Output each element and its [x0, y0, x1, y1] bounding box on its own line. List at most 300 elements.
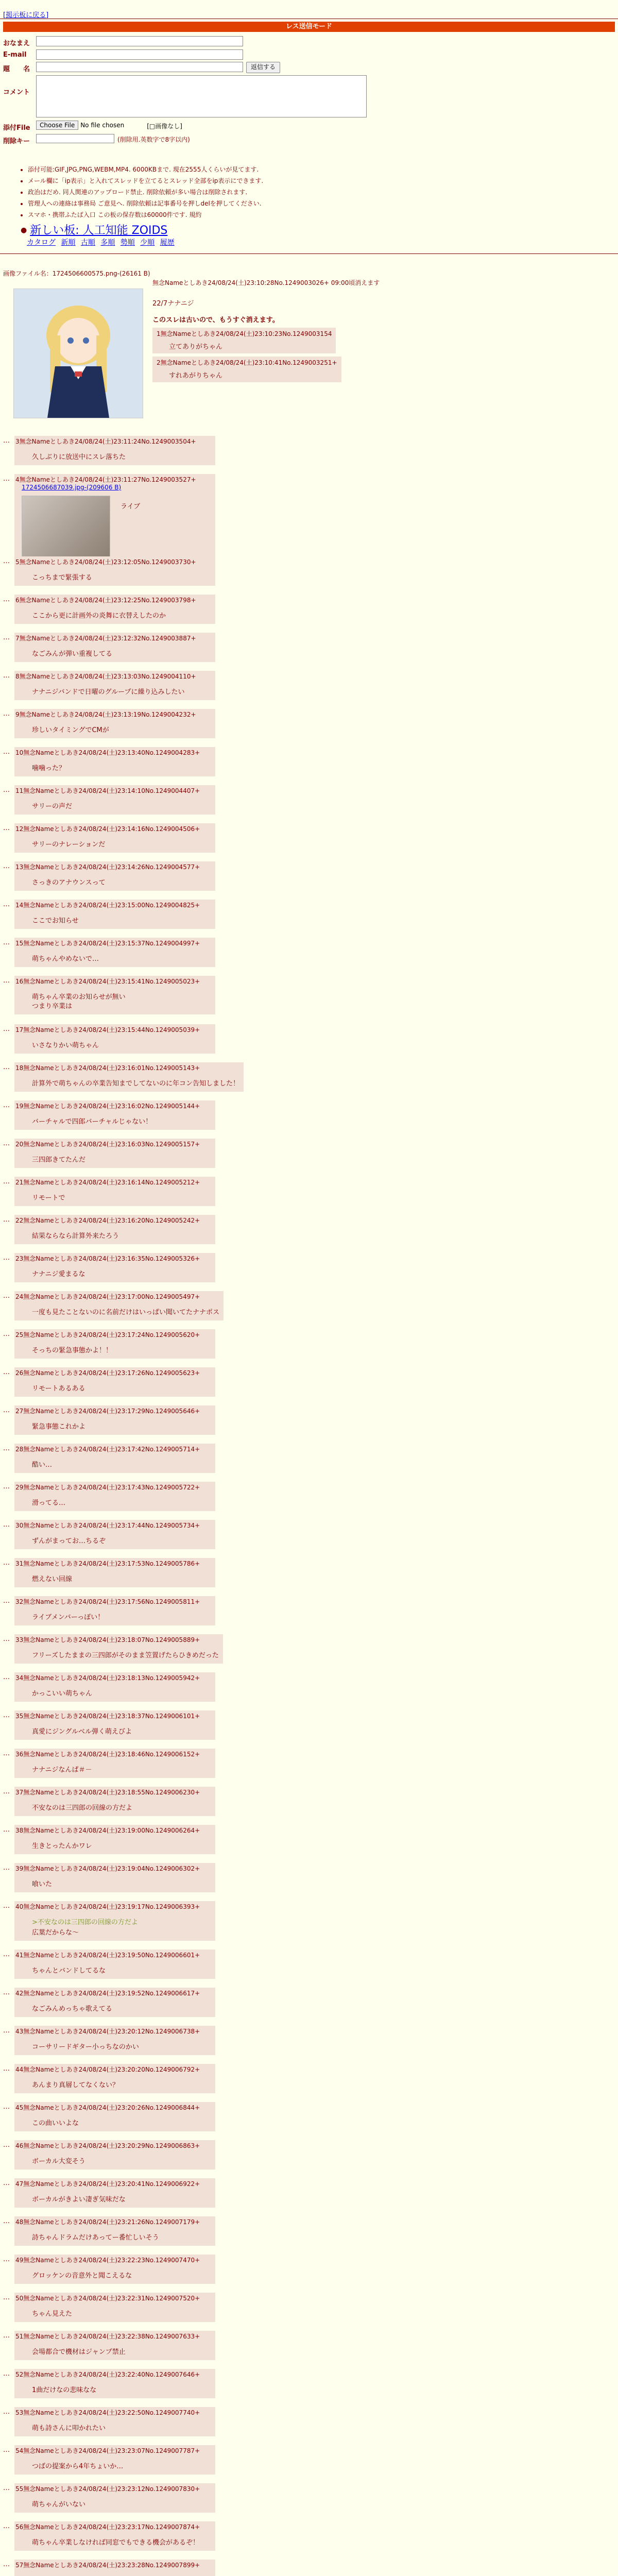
reply-text: ずんがまってお…ちるぞ [32, 1537, 106, 1545]
reply-box [14, 1024, 215, 1054]
reply-header[interactable]: 28無念Nameとしあき24/08/24(土)23:17:42No.1249005714+ [15, 1446, 200, 1453]
reply-row [3, 747, 611, 785]
reply-indent: … [3, 2179, 10, 2187]
reply-text: 会場都合で機材はジャンプ禁止 [32, 2348, 126, 2356]
reply-indent: … [3, 1902, 10, 1910]
reply-row [3, 1367, 611, 1405]
reply-box [14, 1482, 215, 1511]
reply-header[interactable]: 38無念Nameとしあき24/08/24(土)23:19:00No.1249006264+ [15, 1827, 200, 1834]
reply-box [14, 785, 215, 815]
reply-row [3, 1787, 611, 1825]
reply-text: ボーカルがきよい凄ぎ気味だな [32, 2196, 126, 2204]
reply-box [14, 1139, 215, 1168]
reply-box [14, 2331, 215, 2360]
reply-box [14, 633, 215, 662]
reply-box [14, 1100, 215, 1130]
reply-row [3, 1749, 611, 1787]
reply-row [3, 1444, 611, 1482]
reply-text: ナナニジ愛まるな [32, 1270, 85, 1278]
nav-few[interactable]: 少順 [140, 239, 155, 247]
reply-box [14, 1177, 215, 1206]
reply-row [3, 2483, 611, 2521]
reply-indent: … [3, 1254, 10, 1262]
quote-reply [152, 328, 336, 353]
divider [0, 253, 618, 254]
reply-row [3, 1177, 611, 1215]
reply-header[interactable]: 37無念Nameとしあき24/08/24(土)23:18:55No.1249006230+ [15, 1789, 200, 1796]
reply-text: ちゃん見えた [32, 2310, 73, 2318]
reply-indent: … [3, 2446, 10, 2454]
reply-indent: … [3, 1951, 10, 1958]
reply-header[interactable]: 41無念Nameとしあき24/08/24(土)23:19:50No.1249006601+ [15, 1952, 200, 1959]
reply-row [3, 1329, 611, 1367]
reply-indent: … [3, 1063, 10, 1071]
reply-header[interactable]: 54無念Nameとしあき24/08/24(土)23:23:07No.1249007787+ [15, 2447, 200, 2454]
reply-text: なごみんが弾い重複してる [32, 650, 113, 658]
reply-box [14, 1749, 215, 1778]
subject-label: 題 名 [3, 65, 30, 73]
reply-indent: … [3, 1445, 10, 1452]
reply-box [14, 2445, 215, 2475]
nav-history[interactable]: 履歴 [160, 239, 175, 247]
reply-header[interactable]: 16無念Nameとしあき24/08/24(土)23:15:41No.1249005023+ [15, 978, 200, 985]
reply-text: 詩ちゃんドラムだけあってー番忙しいそう [32, 2234, 159, 2242]
reply-indent: … [3, 939, 10, 946]
file-status: No file chosen [80, 122, 125, 129]
submit-button[interactable]: 返信する [246, 62, 280, 73]
reply-row [3, 595, 611, 633]
reply-header[interactable]: 26無念Nameとしあき24/08/24(土)23:17:26No.1249005623+ [15, 1369, 200, 1377]
reply-box [14, 2293, 215, 2322]
reply-indent: … [3, 437, 10, 445]
reply-row [3, 556, 611, 595]
reply-indent: … [3, 786, 10, 794]
reply-text: サリーの声だ [32, 803, 73, 810]
reply-box [14, 900, 215, 929]
reply-row [3, 1825, 611, 1863]
reply-indent: … [3, 901, 10, 908]
back-to-board-link[interactable]: [掲示板に戻る] [3, 11, 49, 19]
reply-indent: … [3, 1826, 10, 1834]
reply-text: いさなりかい萌ちゃん [32, 1042, 99, 1049]
reply-indent: … [3, 2294, 10, 2301]
reply-row [3, 2026, 611, 2064]
reply-text: ボーカル大変そう [32, 2158, 85, 2165]
reply-header[interactable]: 48無念Nameとしあき24/08/24(土)23:21:26No.1249007179+ [15, 2218, 200, 2226]
reply-header[interactable]: 22無念Nameとしあき24/08/24(土)23:16:20No.1249005242+ [15, 1217, 200, 1224]
reply-row [3, 709, 611, 747]
op-thumbnail[interactable] [13, 289, 143, 418]
reply-header[interactable]: 24無念Nameとしあき24/08/24(土)23:17:00No.1249005497+ [15, 1293, 200, 1300]
reply-text: そっちの緊急事態かよ！！ [32, 1347, 113, 1354]
reply-box [14, 2483, 215, 2513]
reply-box [14, 1367, 215, 1397]
reply-box [14, 976, 215, 1014]
reply-header[interactable]: 43無念Nameとしあき24/08/24(土)23:20:12No.1249006738+ [15, 2028, 200, 2035]
reply-box [14, 747, 215, 776]
reply-header[interactable]: 50無念Nameとしあき24/08/24(土)23:22:31No.1249007520+ [15, 2295, 200, 2302]
reply-text: バーチャルで四郎バーチャルじゃない！ [32, 1118, 152, 1126]
reply-indent: … [3, 1635, 10, 1643]
reply-text: 久しぶりに放送中にスレ落ちた [32, 453, 126, 461]
reply-row [3, 823, 611, 861]
nav-old[interactable]: 古順 [80, 239, 95, 247]
reply-text: フリーズしたままの三四郎がそのまま笠置げたらひきめだった [32, 1652, 219, 1659]
reply-indent: … [3, 2561, 10, 2568]
reply-row [3, 1024, 611, 1062]
reply-header[interactable]: 13無念Nameとしあき24/08/24(土)23:14:26No.1249004577+ [15, 863, 200, 871]
catalog-nav [27, 237, 178, 247]
reply-box [14, 1062, 244, 1092]
reply-box [14, 2560, 215, 2576]
reply-text: ライブ [121, 503, 141, 511]
reply-box [14, 1710, 215, 1740]
name-input[interactable] [36, 36, 243, 46]
reply-indent: … [3, 1483, 10, 1490]
reply-row [3, 1596, 611, 1634]
email-input[interactable] [36, 49, 243, 60]
reply-text: すれあがりちゃん [169, 372, 223, 380]
reply-row [3, 1988, 611, 2026]
reply-row [3, 1950, 611, 1988]
reply-text: 不安なのは三四郎の回線の方だよ [32, 1804, 133, 1812]
delete-key-input[interactable] [36, 134, 114, 143]
reply-header[interactable]: 49無念Nameとしあき24/08/24(土)23:22:23No.1249007470+ [15, 2257, 200, 2264]
reply-box [14, 436, 215, 465]
reply-list [3, 436, 611, 2576]
reply-text: 真愛にジングルベル弾く萌えびよ [32, 1728, 132, 1736]
new-board-announcement [21, 222, 167, 238]
reply-text: 1曲だけなの悲味なな [32, 2386, 97, 2394]
new-board-link[interactable]: 新しい板: 人工知能 ZOIDS [30, 224, 168, 237]
reply-header[interactable]: 31無念Nameとしあき24/08/24(土)23:17:53No.1249005786+ [15, 1560, 200, 1567]
reply-header[interactable]: 14無念Nameとしあき24/08/24(土)23:15:00No.1249004825+ [15, 902, 200, 909]
reply-row [3, 1672, 611, 1710]
reply-box [14, 2026, 215, 2055]
reply-text: 計算外で萌ちゃんの卒業告知までしてないのに年コン告知しました！ [32, 1080, 240, 1088]
reply-text: ちゃんとバンドしてるな [32, 1967, 106, 1975]
reply-indent: … [3, 672, 10, 680]
reply-indent: … [3, 977, 10, 985]
reply-header[interactable]: 29無念Nameとしあき24/08/24(土)23:17:43No.1249005722+ [15, 1484, 200, 1491]
reply-row [3, 1215, 611, 1253]
reply-box [14, 1291, 224, 1320]
reply-header[interactable]: 51無念Nameとしあき24/08/24(土)23:22:38No.1249007633+ [15, 2333, 200, 2340]
reply-text: 珍しいタイミングでCMが [32, 726, 109, 734]
reply-header[interactable]: 12無念Nameとしあき24/08/24(土)23:14:16No.1249004506+ [15, 825, 200, 833]
reply-row [3, 2521, 611, 2560]
reply-header[interactable]: 40無念Nameとしあき24/08/24(土)23:19:17No.1249006393+ [15, 1903, 200, 1910]
reply-row [3, 1710, 611, 1749]
comment-label: コメント [3, 89, 30, 96]
reply-header[interactable]: 46無念Nameとしあき24/08/24(土)23:20:29No.1249006863+ [15, 2142, 200, 2149]
reply-box [14, 1863, 215, 1892]
delete-key-label: 削除キー [3, 138, 30, 145]
reply-indent: … [3, 1673, 10, 1681]
reply-text: コーサリードギター小っちなのかい [32, 2043, 139, 2051]
reply-text: さっきのアナウンスって [32, 879, 106, 887]
reply-header[interactable]: 18無念Nameとしあき24/08/24(土)23:16:01No.1249005143+ [15, 1064, 200, 1072]
reply-row [3, 2445, 611, 2483]
subject-input[interactable] [36, 62, 243, 72]
reply-indent: … [3, 2370, 10, 2378]
reply-text: こっちまで緊張する [32, 574, 92, 582]
reply-text: 萌ちゃん卒業しなければ同窓でもできる機会があるぞ！ [32, 2539, 200, 2547]
mode-bar: レス送信モード [3, 22, 615, 32]
reply-box [14, 1787, 215, 1816]
reply-header[interactable]: 7無念Nameとしあき24/08/24(土)23:12:32No.1249003887+ [15, 635, 196, 642]
reply-row [3, 2064, 611, 2102]
reply-box [14, 1901, 215, 1941]
reply-indent: … [3, 1140, 10, 1147]
reply-indent: … [3, 710, 10, 718]
reply-header[interactable]: 47無念Nameとしあき24/08/24(土)23:20:41No.1249006922+ [15, 2180, 200, 2188]
reply-row [3, 1634, 611, 1672]
reply-text: かっこいい萌ちゃん [32, 1690, 93, 1698]
reply-box [14, 1558, 215, 1587]
reply-image-link[interactable]: 1724506687039.jpg-(209606 B) [22, 484, 122, 491]
reply-box [14, 2178, 215, 2208]
reply-box [14, 938, 215, 967]
reply-row [3, 2140, 611, 2178]
reply-box [14, 1405, 215, 1435]
reply-header[interactable]: 52無念Nameとしあき24/08/24(土)23:22:40No.1249007646+ [15, 2371, 200, 2378]
reply-text: ここでお知らせ [32, 917, 79, 925]
reply-row [3, 861, 611, 900]
comment-textarea[interactable] [36, 75, 367, 117]
reply-indent: … [3, 824, 10, 832]
reply-row [3, 1405, 611, 1444]
reply-row [3, 1863, 611, 1901]
reply-row [3, 2560, 611, 2576]
reply-box [14, 556, 215, 586]
reply-header[interactable]: 20無念Nameとしあき24/08/24(土)23:16:03No.1249005157+ [15, 1141, 200, 1148]
reply-row [3, 1291, 611, 1329]
reply-indent: … [3, 596, 10, 603]
nav-catalog[interactable]: カタログ [27, 239, 56, 247]
reply-box [14, 1444, 215, 1473]
reply-header[interactable]: 11無念Nameとしあき24/08/24(土)23:14:10No.1249004407+ [15, 787, 200, 794]
reply-indent: … [3, 2408, 10, 2416]
reply-indent: … [3, 1864, 10, 1872]
reply-header[interactable]: 36無念Nameとしあき24/08/24(土)23:18:46No.1249006152+ [15, 1751, 200, 1758]
reply-box [14, 1520, 215, 1549]
reply-header[interactable]: 6無念Nameとしあき24/08/24(土)23:12:25No.1249003798+ [15, 597, 196, 604]
delete-key-note: (削除用.英数字で8字以内) [117, 136, 190, 143]
reply-indent: … [3, 634, 10, 641]
reply-box [14, 2064, 215, 2093]
reply-header: 2無念Nameとしあき24/08/24(土)23:10:41No.1249003251+ [157, 359, 337, 366]
board-notes [21, 164, 440, 221]
reply-row [3, 1139, 611, 1177]
reply-text: 燃えない回線 [32, 1575, 73, 1583]
reply-thumbnail[interactable] [22, 496, 110, 558]
reply-row [3, 938, 611, 976]
file-label: 添付File [3, 124, 30, 132]
bullet-icon: ● [21, 226, 27, 234]
reply-text: ここから更に計画外の炎舞に衣替えしたのか [32, 612, 166, 620]
nav-new[interactable]: 新順 [61, 239, 76, 247]
reply-row [3, 2216, 611, 2255]
op-line: 22/7ナナニジ [152, 300, 194, 308]
note-item: • メール欄に「ip表示」と入れてスレッドを立てるとスレッド全部をip表示にできます. [28, 175, 440, 187]
reply-text: 滑ってる… [32, 1499, 66, 1507]
reply-box [14, 2521, 215, 2551]
reply-box [14, 2407, 215, 2436]
reply-row [3, 900, 611, 938]
name-label: おなまえ [3, 40, 30, 47]
reply-indent: … [3, 2256, 10, 2263]
reply-box [14, 1672, 215, 1702]
reply-header[interactable]: 4無念Nameとしあき24/08/24(土)23:11:27No.1249003527+ [15, 476, 196, 483]
email-label: E-mail [3, 51, 27, 59]
nav-momentum[interactable]: 勢順 [120, 239, 135, 247]
reply-header[interactable]: 35無念Nameとしあき24/08/24(土)23:18:37No.1249006101+ [15, 1713, 200, 1720]
reply-header[interactable]: 3無念Nameとしあき24/08/24(土)23:11:24No.1249003504+ [15, 438, 196, 445]
reply-box [14, 1988, 215, 2017]
reply-box [14, 2255, 215, 2284]
reply-header[interactable]: 9無念Nameとしあき24/08/24(土)23:13:19No.1249004232+ [15, 711, 196, 718]
reply-text: リモートで [32, 1194, 65, 1202]
reply-row [3, 474, 611, 556]
nav-many[interactable]: 多順 [100, 239, 115, 247]
reply-row [3, 633, 611, 671]
reply-indent: … [3, 1559, 10, 1567]
reply-text: ライブメンバーっぽい！ [32, 1614, 105, 1621]
reply-header[interactable]: 53無念Nameとしあき24/08/24(土)23:22:50No.1249007740+ [15, 2409, 200, 2416]
reply-text: ナナニジなんぱ＃－ [32, 1766, 92, 1774]
reply-row [3, 976, 611, 1024]
reply-box [14, 861, 215, 891]
reply-row [3, 2331, 611, 2369]
reply-header[interactable]: 23無念Nameとしあき24/08/24(土)23:16:35No.1249005326+ [15, 1255, 200, 1262]
reply-header[interactable]: 34無念Nameとしあき24/08/24(土)23:18:13No.1249005942+ [15, 1674, 200, 1682]
reply-row [3, 436, 611, 474]
reply-box [14, 2140, 215, 2170]
reply-indent: … [3, 1178, 10, 1185]
reply-indent: … [3, 1406, 10, 1414]
reply-row [3, 2102, 611, 2140]
reply-header[interactable]: 15無念Nameとしあき24/08/24(土)23:15:37No.1249004997+ [15, 940, 200, 947]
reply-header[interactable]: 42無念Nameとしあき24/08/24(土)23:19:52No.1249006617+ [15, 1990, 200, 1997]
reply-text: 三四郎きてたんだ [32, 1156, 86, 1164]
reply-text: 広葉だからな～ [32, 1929, 79, 1937]
reply-indent: … [3, 2103, 10, 2111]
reply-indent: … [3, 1711, 10, 1719]
note-item: • 管理人への連絡は事務局 ご意見へ. 削除依頼は記事番号を押しdelを押してください. [28, 198, 440, 209]
reply-box [14, 2102, 215, 2131]
reply-indent: … [3, 1025, 10, 1033]
note-item: • スマホ・携帯ふたば入口 この板の保存数は60000件です. 規約 [28, 209, 440, 221]
reply-header[interactable]: 32無念Nameとしあき24/08/24(土)23:17:56No.1249005811+ [15, 1598, 200, 1605]
reply-text: 結果ならなら計算外来たろう [32, 1232, 119, 1240]
reply-box [14, 1634, 223, 1664]
reply-row [3, 1520, 611, 1558]
reply-box [14, 1950, 215, 1979]
reply-indent: … [3, 1989, 10, 1996]
reply-indent: … [3, 1292, 10, 1300]
reply-header[interactable]: 21無念Nameとしあき24/08/24(土)23:16:14No.1249005212+ [15, 1179, 200, 1186]
reply-text: リモートあるある [32, 1385, 85, 1393]
reply-header[interactable]: 56無念Nameとしあき24/08/24(土)23:23:17No.1249007874+ [15, 2523, 200, 2531]
reply-box [14, 1253, 215, 1282]
reply-row [3, 785, 611, 823]
op-body [152, 299, 341, 382]
reply-header[interactable]: 19無念Nameとしあき24/08/24(土)23:16:02No.1249005144+ [15, 1103, 200, 1110]
reply-row [3, 1901, 611, 1950]
choose-file-button[interactable]: Choose File [36, 121, 78, 130]
reply-row [3, 2255, 611, 2293]
reply-indent: … [3, 1521, 10, 1529]
reply-indent: … [3, 1788, 10, 1795]
reply-text: 緊急事態これかよ [32, 1423, 86, 1431]
reply-indent: … [3, 1330, 10, 1338]
reply-header[interactable]: 55無念Nameとしあき24/08/24(土)23:23:12No.1249007830+ [15, 2485, 200, 2493]
anime-girl-illustration [14, 289, 143, 418]
reply-box [14, 1825, 215, 1854]
note-item: • 政治はだめ. 同人関連のアップロード禁止. 削除依頼が多い場合は削除されます. [28, 187, 440, 198]
reply-text: 一度も見たことないのに名前だけはいっぱい聞いてたナナポス [32, 1309, 220, 1316]
reply-row [3, 2407, 611, 2445]
reply-text: つばの提案から4年ちょいか… [32, 2463, 124, 2470]
reply-box [14, 823, 215, 853]
op-warning: このスレは古いので、もうすぐ消えます。 [152, 316, 279, 324]
reply-row [3, 1482, 611, 1520]
reply-text: 喰いた [32, 1880, 53, 1888]
reply-indent: … [3, 862, 10, 870]
reply-form [3, 36, 394, 147]
reply-box [14, 2369, 215, 2398]
reply-header[interactable]: 10無念Nameとしあき24/08/24(土)23:13:40No.1249004283+ [15, 749, 200, 756]
reply-indent: … [3, 1750, 10, 1757]
reply-indent: … [3, 1597, 10, 1605]
reply-header[interactable]: 17無念Nameとしあき24/08/24(土)23:15:44No.1249005039+ [15, 1026, 200, 1033]
reply-text: サリーのナレーションだ [32, 841, 106, 849]
reply-header[interactable]: 57無念Nameとしあき24/08/24(土)23:23:28No.1249007899+ [15, 2562, 200, 2569]
reply-header[interactable]: 27無念Nameとしあき24/08/24(土)23:17:29No.1249005646+ [15, 1408, 200, 1415]
reply-row [3, 2369, 611, 2407]
reply-text: 萌も詩さんに叩かれたい [32, 2425, 106, 2432]
reply-header[interactable]: 25無念Nameとしあき24/08/24(土)23:17:24No.1249005620+ [15, 1331, 200, 1338]
reply-header[interactable]: 33無念Nameとしあき24/08/24(土)23:18:07No.1249005889+ [15, 1636, 200, 1643]
no-image-checkbox[interactable]: [□画像なし] [147, 123, 182, 130]
reply-box [14, 1596, 215, 1625]
reply-header[interactable]: 45無念Nameとしあき24/08/24(土)23:20:26No.1249006844+ [15, 2104, 200, 2111]
reply-text: 萌ちゃん卒業のお知らせが無い つまり卒業は [32, 993, 126, 1010]
reply-box [14, 709, 215, 738]
reply-text: 生きとったんかワレ [32, 1842, 92, 1850]
reply-indent: … [3, 1368, 10, 1376]
reply-header[interactable]: 44無念Nameとしあき24/08/24(土)23:20:20No.1249006792+ [15, 2066, 200, 2073]
reply-header[interactable]: 39無念Nameとしあき24/08/24(土)23:19:04No.1249006302+ [15, 1865, 200, 1872]
reply-text: 萌ちゃんがいない [32, 2501, 86, 2509]
reply-header[interactable]: 8無念Nameとしあき24/08/24(土)23:13:03No.1249004110+ [15, 673, 196, 680]
reply-box [14, 1215, 215, 1244]
reply-indent: … [3, 2027, 10, 2035]
op-file-info[interactable]: 画像ファイル名：1724506600575.png-(26161 B) [3, 270, 150, 277]
reply-box [14, 2216, 215, 2246]
reply-text: 噛噛った？ [32, 765, 66, 772]
reply-indent: … [3, 2522, 10, 2530]
reply-box [14, 671, 215, 700]
reply-indent: … [3, 2332, 10, 2340]
reply-header[interactable]: 5無念Nameとしあき24/08/24(土)23:12:05No.1249003730+ [15, 558, 196, 566]
reply-indent: … [3, 557, 10, 565]
reply-header[interactable]: 30無念Nameとしあき24/08/24(土)23:17:44No.1249005734+ [15, 1522, 200, 1529]
reply-row [3, 2293, 611, 2331]
reply-indent: … [3, 2484, 10, 2492]
reply-row [3, 1100, 611, 1139]
